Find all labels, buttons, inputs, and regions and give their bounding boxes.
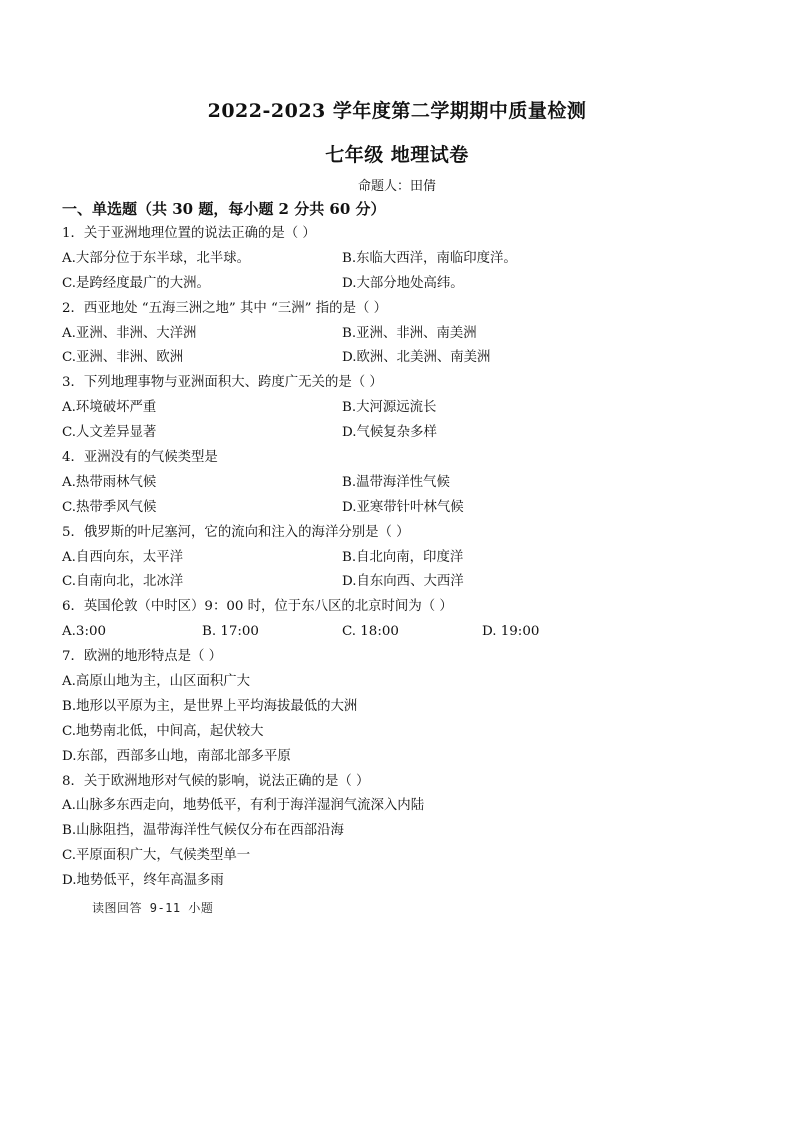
option-row [62,570,742,595]
question-stem: 2．西亚地处 “五海三洲之地” 其中 “三洲” 指的是（ ） [62,300,387,316]
option-d: D.气候复杂多样 [342,425,437,441]
option-d: D.自东向西、大西洋 [342,574,464,590]
option-row [62,272,742,297]
option-row [62,247,742,272]
option-b: B.温带海洋性气候 [342,474,450,490]
question-stem: 7．欧洲的地形特点是（ ） [62,649,223,665]
option-row [62,421,742,446]
option-row [62,471,742,496]
option-d: D.亚寒带针叶林气候 [342,499,464,515]
option-c: C.人文差异显著 [62,425,157,441]
handwritten-note: 读图回答 9-11 小题 [92,901,214,915]
option-row [62,346,742,371]
option-a: A.自西向东，太平洋 [62,549,184,565]
option-a: A.3:00 [62,624,106,640]
option-c: C. 18:00 [342,624,399,640]
exam-author: 命题人：田倩 [357,179,436,194]
option-a: A.高原山地为主，山区面积广大 [62,674,251,690]
option-d: D. 19:00 [482,624,540,640]
question-stem: 5．俄罗斯的叶尼塞河，它的流向和注入的海洋分别是（ ） [62,524,410,540]
option-c: C.热带季风气候 [62,499,157,515]
question-list [62,222,742,894]
option-a: A.山脉多东西走向，地势低平，有利于海洋湿润气流深入内陆 [62,798,425,814]
option-c: C.亚洲、非洲、欧洲 [62,350,184,366]
option-c: C.是跨经度最广的大洲。 [62,275,210,291]
exam-title: 2022-2023 学年度第二学期期中质量检测 [207,100,587,122]
option-d: D.东部，西部多山地，南部北部多平原 [62,748,291,764]
option-c: C.自南向北，北冰洋 [62,574,184,590]
option-d: D.欧洲、北美洲、南美洲 [342,350,491,366]
option-row [62,620,742,645]
question-stem: 1．关于亚洲地理位置的说法正确的是（ ） [62,226,316,241]
option-b: B.自北向南，印度洋 [342,549,464,565]
option-a: A.热带雨林气候 [62,474,157,490]
option-c: C.平原面积广大，气候类型单一 [62,848,251,864]
option-row [62,496,742,521]
option-b: B.山脉阻挡，温带海洋性气候仅分布在西部沿海 [62,823,344,839]
question-stem: 3．下列地理事物与亚洲面积大、跨度广无关的是（ ） [62,375,383,391]
option-a: A.大部分位于东半球，北半球。 [62,250,251,266]
exam-subtitle: 七年级 地理试卷 [325,144,469,166]
option-b: B.地形以平原为主，是世界上平均海拔最低的大洲 [62,698,358,714]
option-a: A.环境破坏严重 [62,400,157,416]
question-stem: 6．英国伦敦（中时区）9：00 时，位于东八区的北京时间为（ ） [62,599,453,615]
option-row [62,546,742,571]
option-d: D.大部分地处高纬。 [342,275,464,291]
question-stem: 8．关于欧洲地形对气候的影响，说法正确的是（ ） [62,773,370,789]
option-a: A.亚洲、非洲、大洋洲 [62,325,197,341]
option-c: C.地势南北低，中间高，起伏较大 [62,723,264,739]
option-b: B.亚洲、非洲、南美洲 [342,325,477,341]
option-b: B.大河源远流长 [342,400,437,416]
option-b: B. 17:00 [202,624,259,640]
option-row [62,396,742,421]
option-d: D.地势低平，终年高温多雨 [62,873,224,889]
question-stem: 4．亚洲没有的气候类型是 [62,450,218,466]
option-row [62,322,742,347]
section-heading: 一、单选题（共 30 题，每小题 2 分共 60 分） [62,200,386,218]
option-b: B.东临大西洋，南临印度洋。 [342,250,517,266]
